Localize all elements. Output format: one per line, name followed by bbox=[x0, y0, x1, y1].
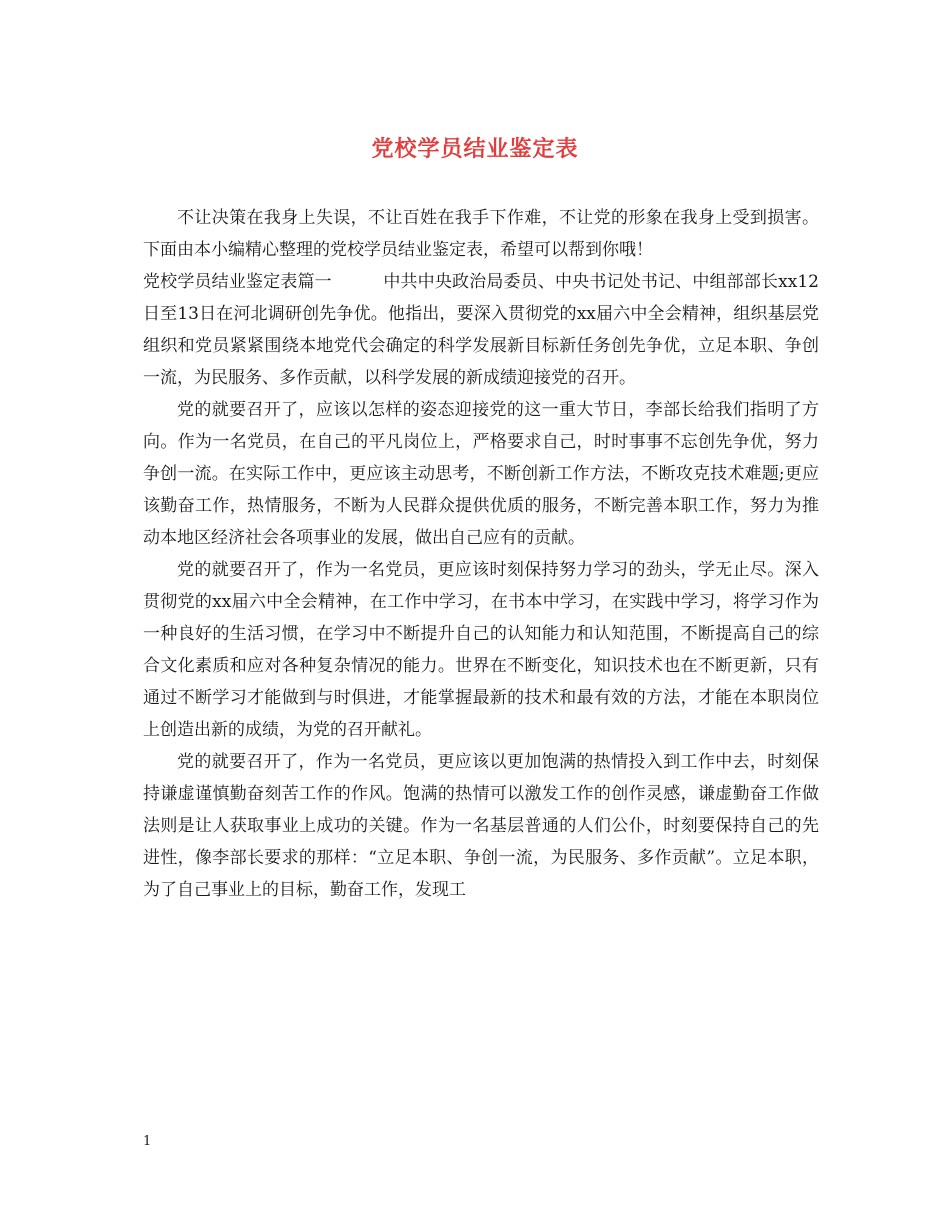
paragraph-intro: 不让决策在我身上失误，不让百姓在我手下作难，不让党的形象在我身上受到损害。下面由本小编精心整理的党校学员结业鉴定表，希望可以帮到你哦！ bbox=[143, 208, 819, 260]
paragraph-section-one: 党校学员结业鉴定表篇一 中共中央政治局委员、中央书记处书记、中组部部长xx12日至13日在河北调研创先争优。他指出，要深入贯彻党的xx届六中全会精神，组织基层党组织和党员紧紧围绕本地党代会确定的科学发展新目标新任务创先争优，立足本职、争创一流，为民服务、多作贡献，以科学发展的新成绩迎接党的召开。 bbox=[143, 272, 819, 388]
document-title: 党校学员结业鉴定表 bbox=[371, 136, 579, 162]
document-body bbox=[143, 202, 819, 906]
paragraph-direction: 党的就要召开了，应该以怎样的姿态迎接党的这一重大节日，李部长给我们指明了方向。作为一名党员，在自己的平凡岗位上，严格要求自己，时时事事不忘创先争优，努力争创一流。在实际工作中，更应该主动思考，不断创新工作方法，不断攻克技术难题;更应该勤奋工作，热情服务，不断为人民群众提供优质的服务，不断完善本职工作，努力为推动本地区经济社会各项事业的发展，做出自己应有的贡献。 bbox=[143, 400, 819, 548]
page-number: 1 bbox=[143, 1134, 152, 1149]
paragraph-enthusiasm: 党的就要召开了，作为一名党员，更应该以更加饱满的热情投入到工作中去，时刻保持谦虚谨慎勤奋刻苦工作的作风。饱满的热情可以激发工作的创作灵感，谦虚勤奋工作做法则是让人获取事业上成功的关键。作为一名基层普通的人们公仆，时刻要保持自己的先进性，像李部长要求的那样：“立足本职、争创一流，为民服务、多作贡献”。立足本职，为了自己事业上的目标，勤奋工作，发现工 bbox=[143, 752, 819, 900]
paragraph-learning: 党的就要召开了，作为一名党员，更应该时刻保持努力学习的劲头，学无止尽。深入贯彻党的xx届六中全会精神，在工作中学习，在书本中学习，在实践中学习，将学习作为一种良好的生活习惯，在学习中不断提升自己的认知能力和认知范围，不断提高自己的综合文化素质和应对各种复杂情况的能力。世界在不断变化，知识技术也在不断更新，只有通过不断学习才能做到与时俱进，才能掌握最新的技术和最有效的方法，才能在本职岗位上创造出新的成绩，为党的召开献礼。 bbox=[143, 560, 819, 740]
